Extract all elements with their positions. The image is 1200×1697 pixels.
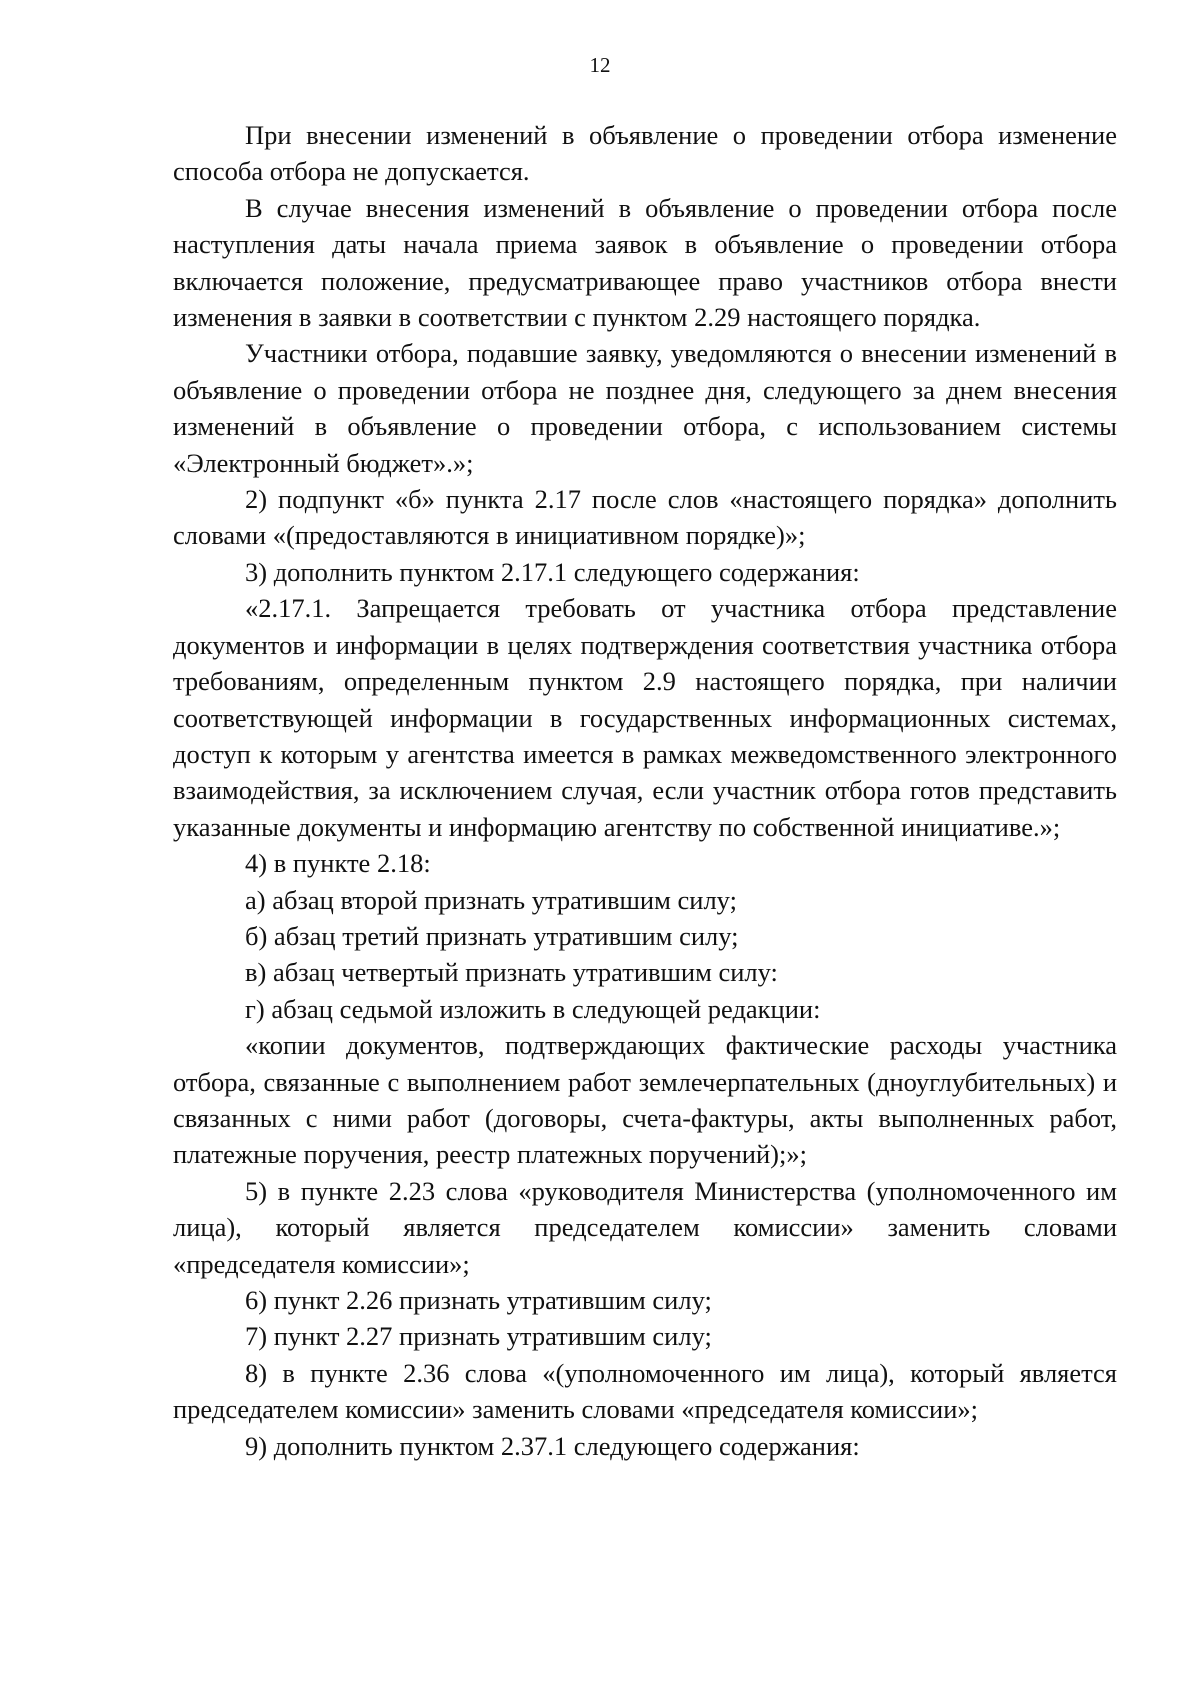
paragraph: 3) дополнить пунктом 2.17.1 следующего содержания:	[245, 556, 860, 587]
paragraph: «копии документов, подтверждающих фактические расходы участника отбора, связанные с выполнением работ землечерпательных (дноуглубительных) и связанных с ними работ (договоры, счета-фактуры, акты выполненных работ, платежные поручения, реестр платежных поручений);»;	[173, 1030, 1117, 1170]
paragraph: Участники отбора, подавшие заявку, уведомляются о внесении изменений в объявление о проведении отбора не позднее дня, следующего за днем внесения изменений в объявление о проведении отбора, с использованием системы «Электронный бюджет».»;	[173, 338, 1117, 478]
document-body	[173, 117, 1117, 1464]
paragraph: в) абзац четвертый признать утратившим силу:	[245, 957, 778, 988]
paragraph: 7) пункт 2.27 признать утратившим силу;	[245, 1321, 712, 1352]
paragraph: В случае внесения изменений в объявление о проведении отбора после наступления даты начала приема заявок в объявление о проведении отбора включается положение, предусматривающее право участников отбора внести изменения в заявки в соответствии с пунктом 2.29 настоящего порядка.	[173, 192, 1117, 333]
paragraph: г) абзац седьмой изложить в следующей редакции:	[245, 993, 821, 1024]
paragraph: а) абзац второй признать утратившим силу;	[245, 884, 737, 915]
paragraph: «2.17.1. Запрещается требовать от участника отбора представление документов и информации в целях подтверждения соответствия участника отбора требованиям, определенным пунктом 2.9 настоящего порядка, при наличии соответствующей информации в государственных информационных системах, доступ к которым у агентства имеется в рамках межведомственного электронного взаимодействия, за исключением случая, если участник отбора готов представить указанные документы и информацию агентству по собственной инициативе.»;	[173, 593, 1117, 842]
paragraph: 9) дополнить пунктом 2.37.1 следующего содержания:	[245, 1430, 860, 1461]
paragraph: При внесении изменений в объявление о проведении отбора изменение способа отбора не допускается.	[173, 120, 1117, 187]
paragraph: 6) пункт 2.26 признать утратившим силу;	[245, 1285, 712, 1315]
paragraph: 4) в пункте 2.18:	[245, 848, 431, 879]
page-number: 12	[589, 53, 611, 77]
paragraph: 5) в пункте 2.23 слова «руководителя Министерства (уполномоченного им лица), который является председателем комиссии» заменить словами «председателя комиссии»;	[173, 1175, 1117, 1279]
paragraph: 2) подпункт «б» пункта 2.17 после слов «настоящего порядка» дополнить словами «(предоставляются в инициативном порядке)»;	[173, 484, 1117, 551]
paragraph: б) абзац третий признать утратившим силу;	[245, 920, 739, 951]
paragraph: 8) в пункте 2.36 слова «(уполномоченного им лица), который является председателем комиссии» заменить словами «председателя комиссии»;	[173, 1357, 1117, 1425]
